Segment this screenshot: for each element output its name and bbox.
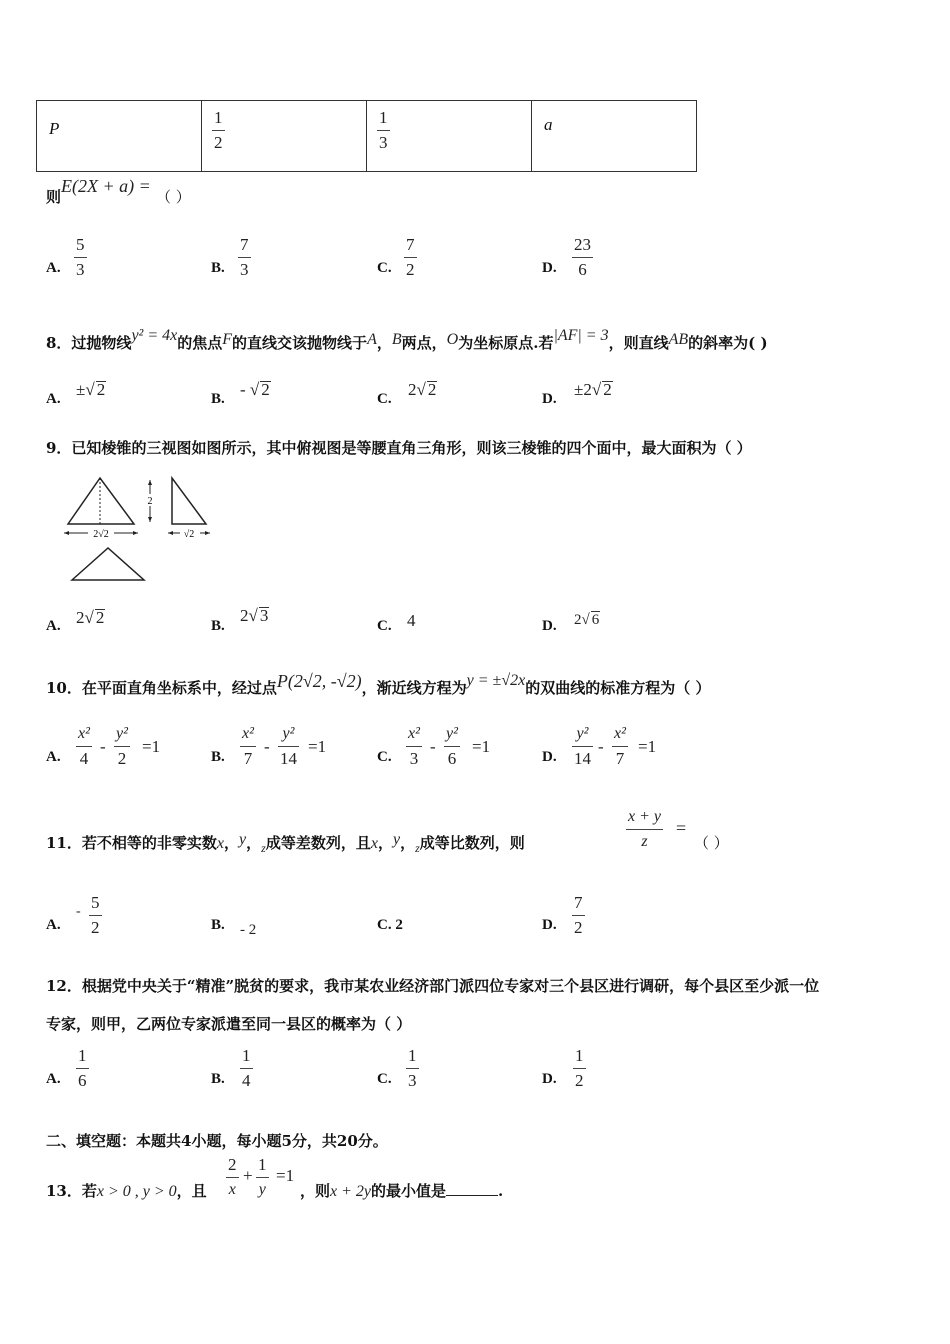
- table-cell-a: a: [532, 101, 697, 172]
- q9-option-c-label: C.: [377, 618, 392, 634]
- q10-option-d-label: D.: [542, 749, 557, 765]
- q9-option-a-label: A.: [46, 618, 61, 634]
- q7-option-a: 5 3: [76, 235, 85, 279]
- q8-option-a-label: A.: [46, 391, 61, 407]
- q7-option-b-label: B.: [211, 260, 225, 276]
- q11-stem: 11．若不相等的非零实数x，y，$_z$成等差数列，且x，y，$_z$成等比数列，则: [46, 831, 525, 855]
- q10-stem: 10．在平面直角坐标系中，经过点P(2√2, -√2)，渐近线方程为y = ±√2x的双曲线的标准方程为（ ）: [46, 671, 711, 697]
- q9-option-b-label: B.: [211, 618, 225, 634]
- q9-option-c: 4: [407, 611, 416, 630]
- q11-equals: =: [676, 818, 687, 838]
- q7-option-d: 23 6: [574, 235, 591, 279]
- q13-equals-one: =1: [276, 1166, 295, 1185]
- q9-stem: 9．已知棱锥的三视图如图所示，其中俯视图是等腰直角三角形，则该三棱锥的四个面中，最大面积为（ ）: [46, 439, 752, 457]
- side-width-label: √2: [183, 529, 195, 540]
- q7-option-a-label: A.: [46, 260, 61, 276]
- q10-option-a: x² 4 - y² 2 =1: [78, 725, 161, 768]
- q12-stem-line2: 专家，则甲，乙两位专家派遣至同一县区的概率为（ ）: [46, 1015, 412, 1033]
- q13-stem-end: ，则x + 2y的最小值是 .: [300, 1182, 504, 1200]
- front-view-triangle: [68, 478, 134, 524]
- q10-option-a-label: A.: [46, 749, 61, 765]
- q8-option-d-label: D.: [542, 391, 557, 407]
- answer-blank[interactable]: [446, 1195, 498, 1196]
- q9-option-d: 2√ 6: [574, 612, 600, 628]
- q13-stem-start: 13．若x > 0 , y > 0，且: [46, 1182, 207, 1200]
- q8-option-d: ±2√ 2: [574, 380, 612, 399]
- q13-plus: +: [243, 1166, 253, 1185]
- q13-fraction-2: 1 y: [258, 1155, 267, 1198]
- q7-option-c-label: C.: [377, 260, 392, 276]
- q10-option-c-label: C.: [377, 749, 392, 765]
- q12-option-d: 1 2: [575, 1046, 584, 1090]
- height-label: 2: [147, 496, 153, 507]
- q11-option-c-label: C. 2: [377, 917, 403, 933]
- arrow-head-icon: [133, 531, 138, 535]
- q12-option-d-label: D.: [542, 1071, 557, 1087]
- q11-option-d: 7 2: [574, 893, 583, 937]
- q11-paren: （ ）: [694, 834, 729, 852]
- q12-option-a-label: A.: [46, 1071, 61, 1087]
- fraction: 1 3: [379, 108, 388, 152]
- q12-option-a: 1 6: [78, 1046, 87, 1090]
- q8-option-a: ±√ 2: [76, 380, 106, 399]
- probability-table: [36, 100, 697, 172]
- arrow-head-icon: [205, 531, 210, 535]
- q8-option-b: - √ 2: [240, 380, 270, 399]
- q10-option-b: x² 7 - y² 14 =1: [242, 725, 327, 768]
- q11-option-b: - 2: [240, 922, 257, 938]
- q11-option-a: 5 2: [91, 893, 100, 937]
- top-view-triangle: [72, 548, 144, 580]
- q13-fraction-1: 2 x: [228, 1155, 237, 1198]
- q8-stem: 8．过抛物线y² = 4x的焦点F的直线交该抛物线于A，B两点，O为坐标原点.若|AF| = 3，则直线AB的斜率为( ): [46, 327, 768, 352]
- arrow-head-icon: [64, 531, 69, 535]
- arrow-head-icon: [148, 517, 152, 522]
- front-width-label: 2√2: [93, 529, 109, 540]
- q8-option-b-label: B.: [211, 391, 225, 407]
- q9-option-d-label: D.: [542, 618, 557, 634]
- q11-option-d-label: D.: [542, 917, 557, 933]
- arrow-head-icon: [168, 531, 173, 535]
- side-view-triangle: [172, 478, 206, 524]
- q9-option-a: 2√ 2: [76, 608, 105, 627]
- arrow-head-icon: [148, 480, 152, 485]
- q12-stem-line1: 12．根据党中央关于“精准”脱贫的要求，我市某农业经济部门派四位专家对三个县区进行调研，每个县区至少派一位: [46, 977, 820, 995]
- q10-option-d: y² 14 - x² 7 =1: [574, 725, 657, 768]
- q11-option-a-label: A.: [46, 917, 61, 933]
- q10-option-b-label: B.: [211, 749, 225, 765]
- q11-fraction: x + y z: [628, 808, 661, 850]
- q7-option-b: 7 3: [240, 235, 249, 279]
- three-view-figure: [60, 472, 220, 588]
- q7-option-d-label: D.: [542, 260, 557, 276]
- table-cell-p: P: [37, 101, 202, 172]
- table-cell-third: [367, 101, 532, 172]
- section-heading: 二、填空题：本题共4小题，每小题5分，共20分。: [46, 1132, 388, 1150]
- fraction: 1 2: [214, 108, 223, 152]
- q12-option-b: 1 4: [242, 1046, 251, 1090]
- q9-option-b: 2√ 3: [240, 606, 269, 625]
- q8-option-c-label: C.: [377, 391, 392, 407]
- q7-stem: 则E(2X + a) = （ ）: [46, 176, 191, 206]
- q8-option-c: 2√ 2: [408, 380, 437, 399]
- q11-option-b-label: B.: [211, 917, 225, 933]
- q10-option-c: x² 3 - y² 6 =1: [408, 725, 491, 768]
- q7-option-c: 7 2: [406, 235, 415, 279]
- q11-option-a-sign: -: [76, 904, 81, 919]
- q12-option-b-label: B.: [211, 1071, 225, 1087]
- table-cell-half: [202, 101, 367, 172]
- q12-option-c: 1 3: [408, 1046, 417, 1090]
- q12-option-c-label: C.: [377, 1071, 392, 1087]
